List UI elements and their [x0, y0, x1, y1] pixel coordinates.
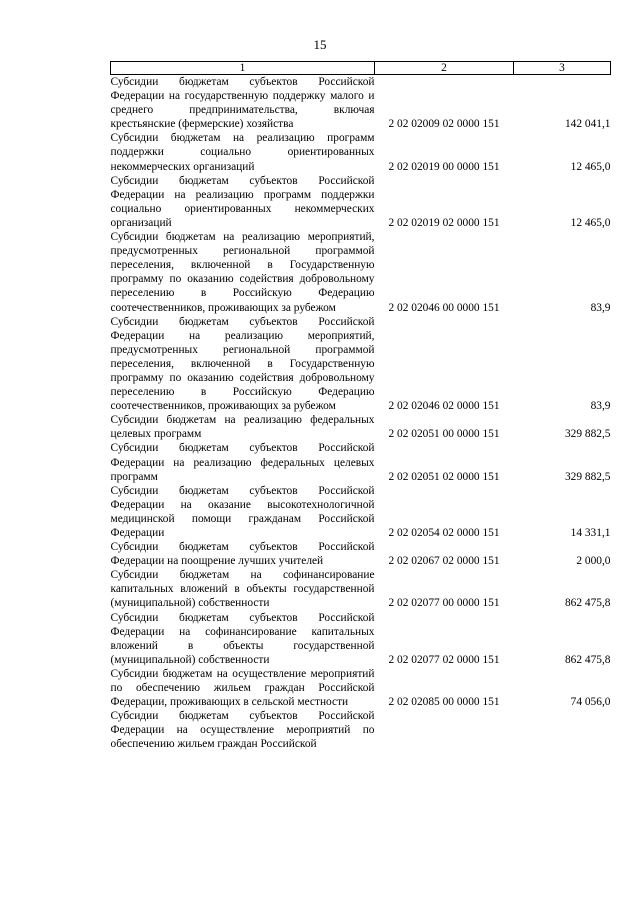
- row-code: 2 02 02077 00 0000 151: [388, 597, 500, 610]
- table-header-row: [111, 62, 611, 75]
- row-name: Субсидии бюджетам на реализацию программ поддержки социально ориентированных некоммерческих организаций: [110, 132, 375, 173]
- row-name: Субсидии бюджетам субъектов Российской Федерации на реализацию программ поддержки социально ориентированных некоммерческих организаций: [110, 174, 375, 229]
- row-code: 2 02 02019 00 0000 151: [388, 160, 500, 173]
- row-amount: 142 041,1: [564, 118, 611, 131]
- row-amount: 329 882,5: [564, 470, 611, 483]
- row-name: Субсидии бюджетам субъектов Российской Федерации на оказание высокотехнологичной медицинской помощи гражданам Российской Федерации: [110, 484, 375, 539]
- row-amount: 83,9: [590, 400, 611, 413]
- row-code: 2 02 02046 00 0000 151: [388, 301, 500, 314]
- row-amount: 862 475,8: [564, 597, 611, 610]
- row-amount: 14 331,1: [570, 527, 611, 539]
- column-header-code: 2: [375, 62, 514, 75]
- row-name: Субсидии бюджетам на осуществление мероприятий по обеспечению жильем граждан Российской Федерации, проживающих в сельской местности: [110, 667, 375, 709]
- row-name: Субсидии бюджетам на реализацию мероприятий, предусмотренных региональной программой переселения, включенной в Государственную программу по оказанию содействия добровольному переселению в Российскую Федерацию соотечественников, проживающих за рубежом: [110, 231, 375, 314]
- table-row: [111, 568, 611, 610]
- table-row: [111, 709, 611, 751]
- row-amount: 329 882,5: [564, 428, 611, 441]
- page-number: 15: [313, 37, 327, 52]
- column-header-amount: 3: [514, 62, 611, 75]
- row-code: 2 02 02019 02 0000 151: [388, 216, 500, 229]
- column-header-name: 1: [111, 62, 375, 75]
- table-row: [111, 540, 611, 568]
- table-row: [111, 315, 611, 414]
- row-code: 2 02 02009 02 0000 151: [388, 118, 500, 131]
- row-amount: 12 465,0: [570, 216, 611, 229]
- row-name: Субсидии бюджетам на реализацию федеральных целевых программ: [110, 414, 375, 441]
- row-name: Субсидии бюджетам субъектов Российской Федерации на реализацию мероприятий, предусмотренных региональной программой переселения, включенной в Государственную программу по оказанию содействия добровольному переселению в Российскую Федерацию соотечественников, проживающих за рубежом: [110, 315, 375, 413]
- row-name: Субсидии бюджетам субъектов Российской Федерации на софинансирование капитальных вложений в объекты государственной (муниципальной) собственности: [110, 611, 375, 666]
- table-row: [111, 441, 611, 483]
- row-name: Субсидии бюджетам субъектов Российской Федерации на поощрение лучших учителей: [110, 541, 375, 568]
- row-amount: 2 000,0: [576, 555, 611, 568]
- row-amount: 83,9: [590, 301, 611, 314]
- table-row: [111, 413, 611, 441]
- table-row: [111, 75, 611, 132]
- row-code: 2 02 02085 00 0000 151: [388, 696, 500, 709]
- row-code: 2 02 02051 02 0000 151: [388, 470, 500, 483]
- row-amount: [514, 709, 611, 751]
- row-code: 2 02 02054 02 0000 151: [388, 527, 500, 539]
- table-row: [111, 174, 611, 230]
- table-row: [111, 131, 611, 173]
- row-amount: 74 056,0: [570, 696, 611, 709]
- row-name: Субсидии бюджетам субъектов Российской Федерации на государственную поддержку малого и среднего предпринимательства, включая крестьянские (фермерские) хозяйства: [110, 76, 375, 131]
- row-name: Субсидии бюджетам субъектов Российской Федерации на реализацию федеральных целевых программ: [110, 442, 375, 483]
- table-row: [111, 230, 611, 315]
- row-amount: 862 475,8: [564, 653, 611, 666]
- row-amount: 12 465,0: [570, 160, 611, 173]
- table-row: [111, 611, 611, 667]
- row-code: 2 02 02077 02 0000 151: [388, 653, 500, 666]
- row-code: 2 02 02046 02 0000 151: [388, 400, 500, 413]
- row-name: Субсидии бюджетам субъектов Российской Федерации на осуществление мероприятий по обеспечению жильем граждан Российской: [110, 710, 375, 751]
- row-name: Субсидии бюджетам на софинансирование капитальных вложений в объекты государственной (муниципальной) собственности: [110, 569, 375, 610]
- row-code: 2 02 02051 00 0000 151: [388, 428, 500, 441]
- table-row: [111, 484, 611, 540]
- budget-revenue-table: [110, 61, 611, 752]
- table-row: [111, 667, 611, 709]
- row-code: [375, 709, 514, 751]
- row-code: 2 02 02067 02 0000 151: [388, 555, 500, 568]
